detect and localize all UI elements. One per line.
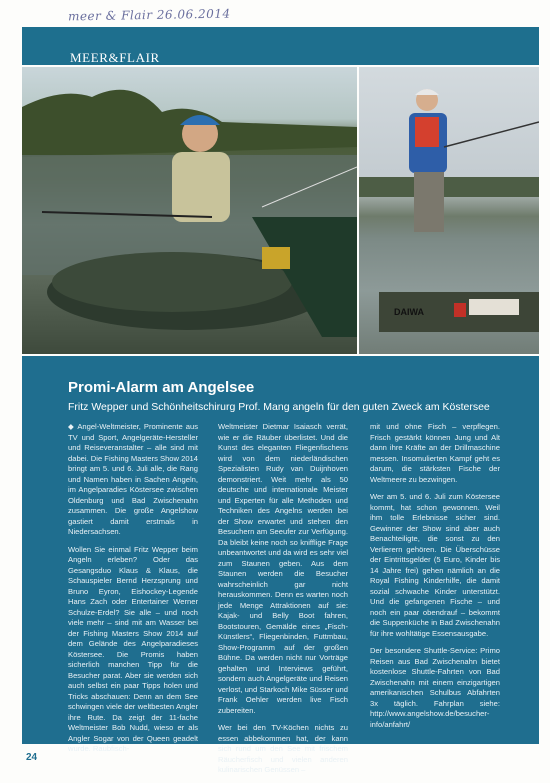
angler-boat-illustration bbox=[22, 67, 357, 354]
boat-brand-label: DAIWA bbox=[394, 307, 424, 317]
paragraph: mit und ohne Fisch – verpflegen. Frisch gestärkt können Jung und Alt dann ihre Kräfte an der Drillmaschine messen. Insomulierten Kampf geht es darum, die stärksten Fische der Weltmeere zu bezwingen. bbox=[370, 422, 500, 484]
page-number: 24 bbox=[26, 752, 38, 763]
article-column-2 bbox=[218, 422, 348, 783]
photo-angler-boat bbox=[22, 67, 357, 354]
standing-angler-illustration bbox=[359, 67, 539, 354]
paragraph: Wollen Sie einmal Fritz Wepper beim Angeln erleben? Oder das Gesangsduo Klaus & Klaus, die Schauspieler Bernd Herzsprung und Bruno Eyron, Eishockey-Legende Hans Zach oder Entertainer Werner Schulze-Erdel? Sie alle – und noch viele mehr – sind mit am Wasser bei der Fishing Masters Show 2014 auf dem Gelände des Angelparadieses Köstersee. Die Promis haben sicherlich manchen Tipp für die Besucher parat. Aber sie werden sich auch selbst ein paar Tipps holen und Tricks abschauen: Denn an dem See schwingen viele der weltbesten Angler ihre Rute. Da zeigt der 11-fache Weltmeister Bob Nudd, wieso er als Angler Sogar von der Queen geadelt wurde. Raubfisch- bbox=[68, 544, 198, 753]
magazine-section-title: MEER&FLAIR bbox=[70, 50, 160, 65]
paragraph: Wer am 5. und 6. Juli zum Köstersee kommt, hat schon gewonnen. Weil ihm tolle Erlebnisse sicher sind. Gewinner der Show sind aber auch Benachteiligte, die sonst zu den Verlierern gehören. Die Überschüsse der Eintrittsgelder (5 Euro, Kinder bis 14 Jahre frei) gehen nämlich an die Royal Fishing Kinderhilfe, die damit sozial schwache Kinder unterstützt. Und die gefangenen Fische – und noch ein paar obendrauf – bekommt die Suppenküche in Bad Zwischenahn für ihre wohltätige Essensausgabe. bbox=[370, 492, 500, 638]
paragraph: Weltmeister Dietmar Isaiasch verrät, wie er die Räuber überlistet. Und die Kunst des eleganten Fliegenfischens wird von dem niederländischen Spezialisten Rudy van Duijnhoven demonstriert. Weit mehr als 50 deutsche und internationale Meister und Experten für alle Methoden und Techniken des Angelns werden bei der Show erwartet und stehen den Besuchern am Seeufer zur Verfügung. Da bleibt keine noch so knifflige Frage unbeantwortet und da wird es sehr viel zum Staunen geben. Aus dem Staunen werden die Besucher wahrscheinlich gar nicht herauskommen. Denn es warten noch jede Menge Attraktionen auf sie: Kajak- und Belly Boot fahren, Bootstouren, Gemälde eines „Fisch-Künstlers“, Fliegenbinden, Futtmbau, Show-Programm auf der großen Bühne. Da werden nicht nur Vorträge gehalten und Interviews geführt, sondern auch Angelgeräte und Reisen verlost, und Starkoch Mike Süsser und Frank Oehler werden live Fisch zubereiten. bbox=[218, 422, 349, 715]
article-headline: Promi-Alarm am Angelsee bbox=[68, 379, 255, 396]
article-column-1 bbox=[68, 422, 198, 762]
photo-angler-standing bbox=[359, 67, 539, 354]
article-subheadline: Fritz Wepper und Schönheitschirurg Prof. Mang angeln für den guten Zweck am Köstersee bbox=[68, 401, 490, 413]
paragraph: Wer bei den TV-Köchen nichts zu essen abbekommen hat, der kann sich rund um den See mit frischem Räucherfisch und vielen anderen kulinarischen Genüssen – bbox=[218, 723, 348, 774]
handwritten-date-note: meer & Flair 26.06.2014 bbox=[67, 6, 231, 24]
article-column-3 bbox=[370, 422, 500, 737]
paragraph: Der besondere Shuttle-Service: Primo Reisen aus Bad Zwischenahn bietet kostenlose Shuttle-Fahrten von Bad Zwischenahn mit einem einzigartigen amerikanischen Schulbus Abfahrten 3x täglich. Fahrplan siehe: http://www.angelshow.de/besucher-info/anfahrt/ bbox=[370, 646, 500, 729]
paragraph: ◆ Angel-Weltmeister, Prominente aus TV und Sport, Angelgeräte-Hersteller und Reiseveranstalter – alle sind mit dabei. Die Fishing Masters Show 2014 bringt am 5. und 6. Juli alle, die Rang und Namen haben in Sachen Angeln, im Angelparadies Köstersee zwischen Oldenburg und Bad Zwischenahn zusammen. Die große Angelshow gastiert damit erstmals in Niedersachsen. bbox=[68, 422, 199, 536]
